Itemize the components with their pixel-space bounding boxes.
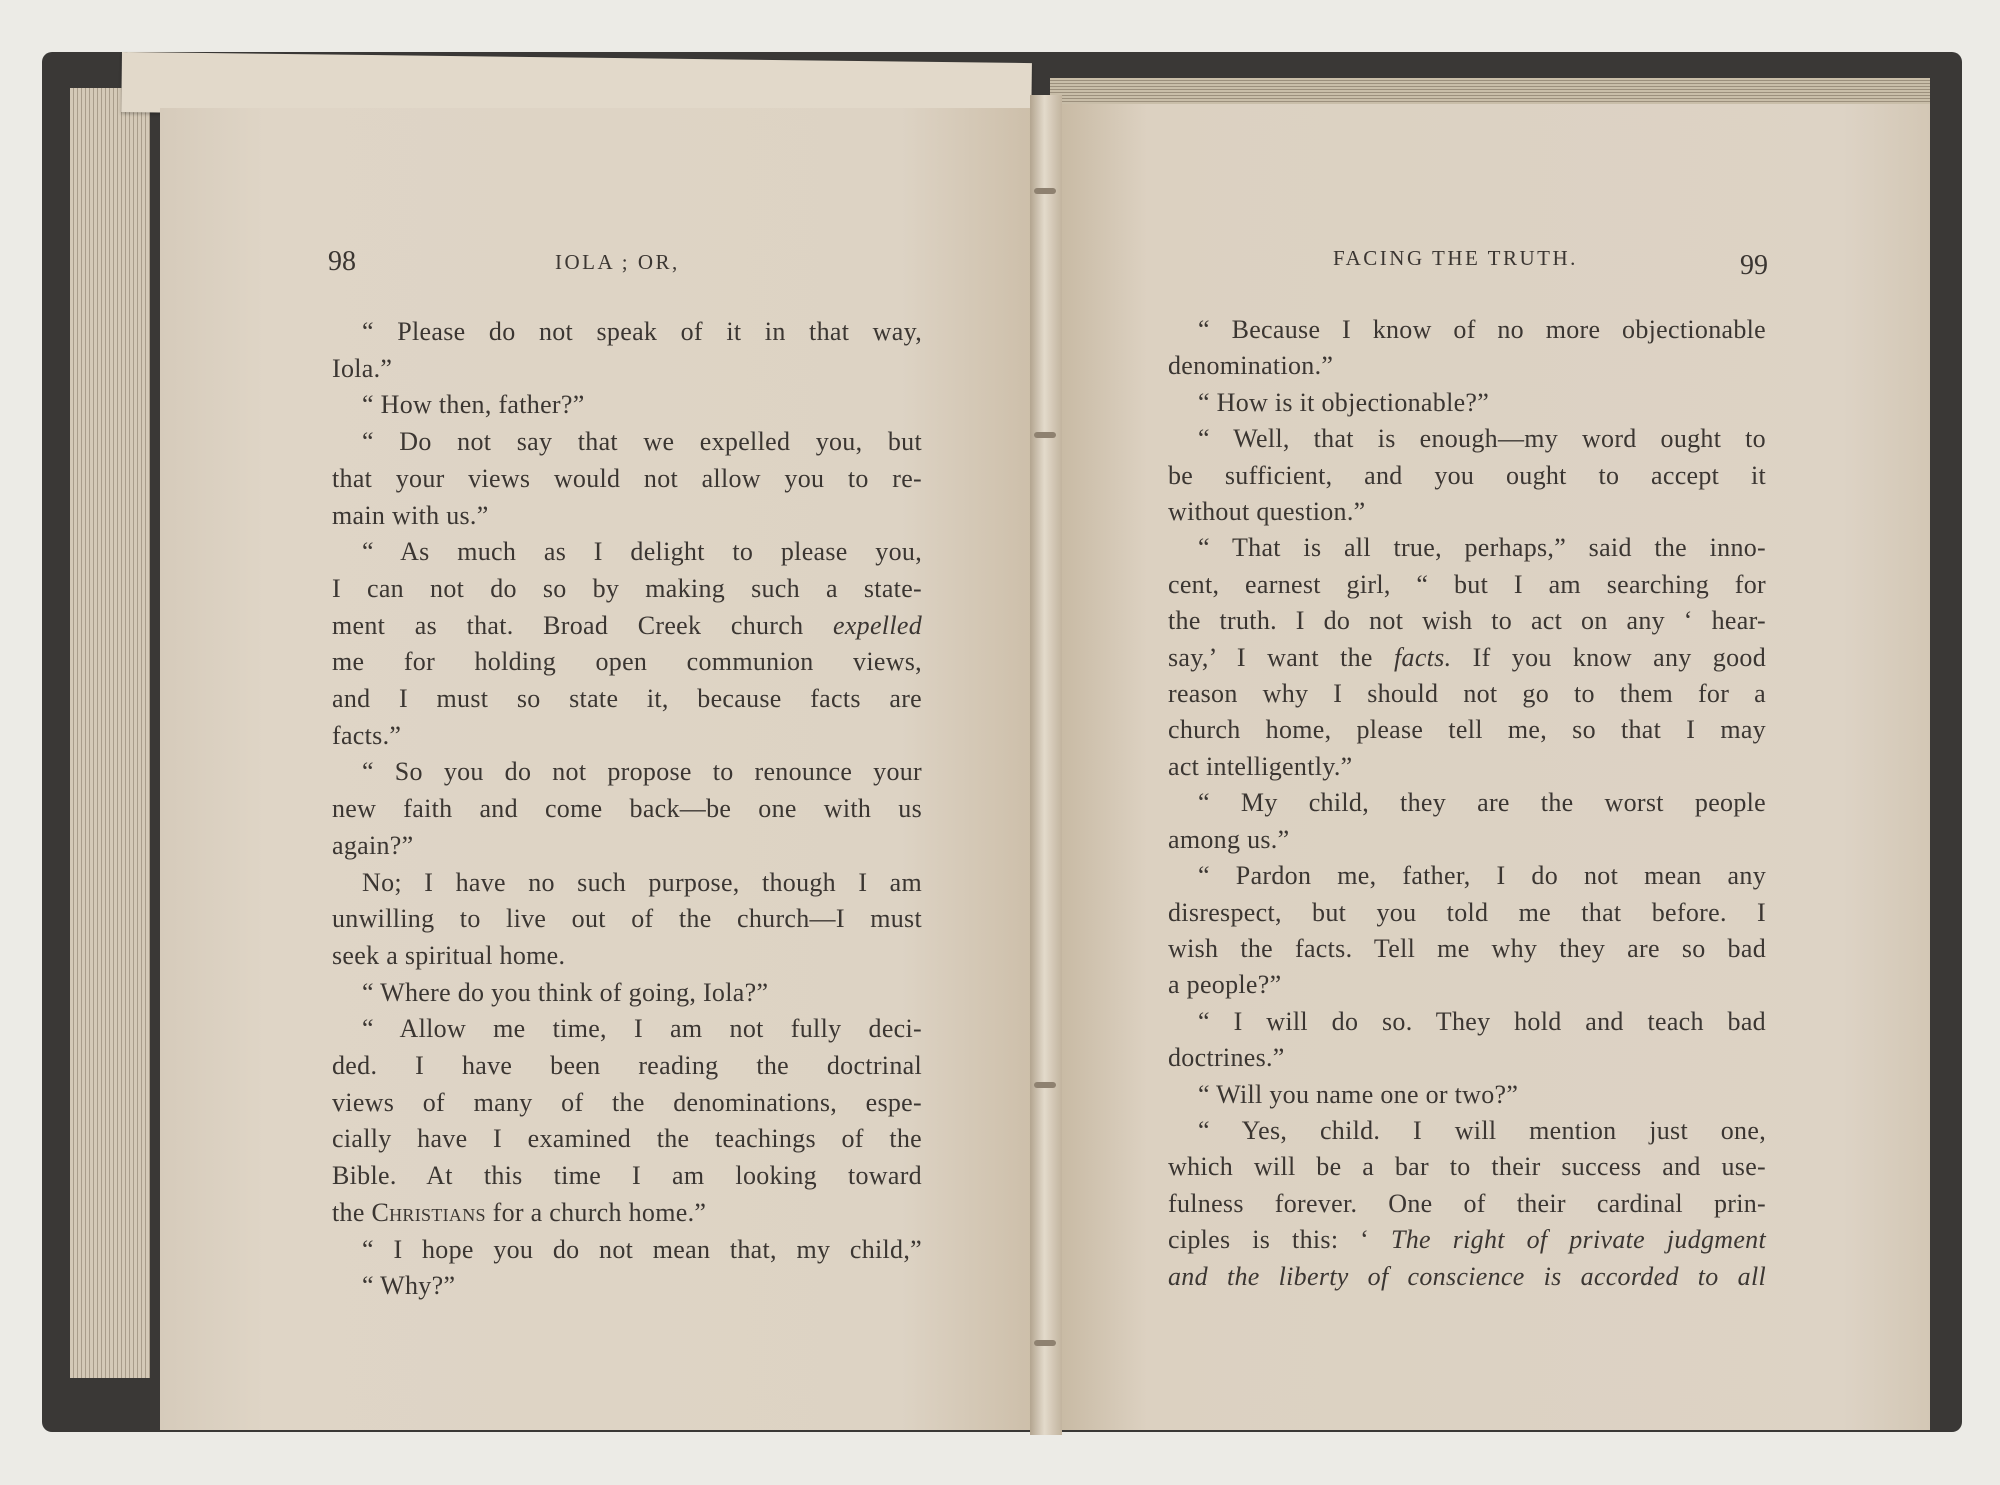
binding-stitch	[1034, 432, 1056, 438]
italic-text: and the liberty of conscience is accorded to all	[1168, 1261, 1766, 1291]
text-line	[1168, 712, 1766, 748]
text-line	[332, 1232, 922, 1269]
left-running-head: IOLA ; OR,	[555, 250, 680, 274]
left-page-number: 98	[328, 246, 356, 277]
text-line-content: act intelligently.”	[1168, 751, 1353, 781]
text-line	[332, 718, 922, 755]
text-line-content: fulness forever. One of their cardinal prin-	[1168, 1188, 1766, 1218]
text-line-content: “ Well, that is enough—my word ought to	[1198, 424, 1766, 454]
text-line-content: be sufficient, and you ought to accept it	[1168, 460, 1766, 490]
left-page-edges	[70, 88, 150, 1378]
text-line-content: that your views would not allow you to re-	[332, 463, 922, 493]
text-line	[1168, 640, 1766, 676]
book-gutter	[1030, 95, 1062, 1435]
binding-stitch	[1034, 188, 1056, 194]
text-line-content: seek a spiritual home.	[332, 940, 566, 970]
text-line-content: cent, earnest girl, “ but I am searching for	[1168, 569, 1766, 599]
text-line-content: wish the facts. Tell me why they are so bad	[1168, 933, 1766, 963]
right-running-head: FACING THE TRUTH.	[1333, 246, 1578, 270]
text-line-content: “ As much as I delight to please you,	[362, 537, 922, 567]
text-line	[332, 608, 922, 645]
text-line	[1168, 530, 1766, 566]
text-line-content: “ I will do so. They hold and teach bad	[1198, 1006, 1766, 1036]
right-page-body	[1168, 312, 1766, 1295]
right-page-number: 99	[1740, 250, 1768, 281]
text-line	[1168, 458, 1766, 494]
text-line	[332, 314, 922, 351]
text-line	[1168, 1149, 1766, 1185]
text-line-content: among us.”	[1168, 824, 1290, 854]
text-line	[1168, 1186, 1766, 1222]
text-line-content: “ Where do you think of going, Iola?”	[362, 977, 769, 1007]
text-line-content: “ Allow me time, I am not fully deci-	[362, 1014, 922, 1044]
text-line	[1168, 858, 1766, 894]
text-line	[1168, 895, 1766, 931]
text-line-content: “ Pardon me, father, I do not mean any	[1198, 861, 1766, 891]
italic-text: facts.	[1394, 642, 1452, 672]
text-line	[332, 1268, 922, 1305]
text-line	[1168, 421, 1766, 457]
text-line	[1168, 931, 1766, 967]
text-line-tail: If you know any good	[1451, 642, 1767, 672]
text-line	[1168, 676, 1766, 712]
text-line	[332, 681, 922, 718]
text-line-content: which will be a bar to their success and use-	[1168, 1152, 1766, 1182]
text-line	[1168, 967, 1766, 1003]
text-line	[1168, 1004, 1766, 1040]
text-line-content: the truth. I do not wish to act on any ‘ hear-	[1168, 606, 1766, 636]
text-line	[1168, 1040, 1766, 1076]
text-line	[332, 938, 922, 975]
text-line	[332, 571, 922, 608]
text-line-content: denomination.”	[1168, 351, 1334, 381]
text-line-content: main with us.”	[332, 500, 489, 530]
text-line-content: reason why I should not go to them for a	[1168, 679, 1766, 709]
text-line-content: “ My child, they are the worst people	[1198, 788, 1766, 818]
text-line	[332, 351, 922, 388]
text-line	[332, 754, 922, 791]
text-line	[332, 1085, 922, 1122]
text-line	[1168, 312, 1766, 348]
text-line	[332, 534, 922, 571]
text-line-content: ded. I have been reading the doctrinal	[332, 1051, 922, 1081]
text-line	[332, 975, 922, 1012]
text-line	[1168, 348, 1766, 384]
text-line	[332, 424, 922, 461]
text-line	[1168, 749, 1766, 785]
binding-stitch	[1034, 1082, 1056, 1088]
text-line-content: “ Why?”	[362, 1271, 456, 1301]
text-line-content: without question.”	[1168, 497, 1366, 527]
text-line-content: No; I have no such purpose, though I am	[362, 867, 922, 897]
text-line-content: new faith and come back—be one with us	[332, 794, 922, 824]
text-line	[332, 387, 922, 424]
text-line	[1168, 385, 1766, 421]
text-line	[1168, 822, 1766, 858]
text-line-content: facts.”	[332, 720, 402, 750]
text-line-content: “ That is all true, perhaps,” said the inno-	[1198, 533, 1766, 563]
text-line-content: Bible. At this time I am looking toward	[332, 1161, 922, 1191]
text-line-content: “ I hope you do not mean that, my child,”	[362, 1234, 922, 1264]
text-line-content: views of many of the denominations, espe-	[332, 1087, 922, 1117]
text-line-content: doctrines.”	[1168, 1043, 1285, 1073]
text-line-tail: for a church home.”	[485, 1197, 707, 1227]
text-line-content: I can not do so by making such a state-	[332, 573, 922, 603]
text-line	[332, 791, 922, 828]
text-line-content: “ Do not say that we expelled you, but	[362, 427, 922, 457]
text-line-content: “ Because I know of no more objectionable	[1198, 315, 1766, 344]
text-line	[1168, 567, 1766, 603]
text-line	[332, 865, 922, 902]
text-line-content: “ How is it objectionable?”	[1198, 387, 1490, 417]
text-line	[1168, 603, 1766, 639]
text-line	[1168, 494, 1766, 530]
italic-text: expelled	[832, 610, 922, 640]
text-line	[332, 1121, 922, 1158]
text-line-content: unwilling to live out of the church—I must	[332, 904, 922, 934]
text-line	[332, 901, 922, 938]
text-line	[1168, 1259, 1766, 1295]
text-line-content: “ Will you name one or two?”	[1198, 1079, 1519, 1109]
text-line-content: say,’ I want the	[1168, 642, 1394, 672]
italic-text: The right of private judgment	[1390, 1225, 1766, 1255]
text-line	[1168, 1222, 1766, 1258]
text-line-content: me for holding open communion views,	[332, 647, 922, 677]
text-line-content: church home, please tell me, so that I may	[1168, 715, 1766, 745]
text-line	[1168, 1077, 1766, 1113]
left-page-body	[332, 314, 922, 1305]
text-line-content: the	[332, 1197, 372, 1227]
text-line	[332, 461, 922, 498]
text-line	[332, 1158, 922, 1195]
text-line-content: and I must so state it, because facts are	[332, 684, 922, 714]
text-line-content: “ Yes, child. I will mention just one,	[1198, 1115, 1766, 1145]
text-line	[332, 1011, 922, 1048]
text-line	[332, 1195, 922, 1232]
text-line-content: ciples is this: ‘	[1168, 1225, 1391, 1255]
binding-stitch	[1034, 1340, 1056, 1346]
text-line	[332, 498, 922, 535]
text-line-content: ment as that. Broad Creek church	[332, 610, 833, 640]
text-line-content: Iola.”	[332, 353, 393, 383]
text-line	[1168, 785, 1766, 821]
text-line-content: cially have I examined the teachings of the	[332, 1124, 922, 1154]
small-caps-text: Christians	[371, 1197, 486, 1227]
text-line	[332, 1048, 922, 1085]
text-line-content: again?”	[332, 830, 414, 860]
text-line-content: “ So you do not propose to renounce your	[362, 757, 922, 787]
text-line	[1168, 1113, 1766, 1149]
text-line-content: disrespect, but you told me that before. I	[1168, 897, 1766, 927]
text-line	[332, 644, 922, 681]
text-line-content: “ Please do not speak of it in that way,	[362, 317, 922, 346]
text-line	[332, 828, 922, 865]
text-line-content: a people?”	[1168, 970, 1282, 1000]
text-line-content: “ How then, father?”	[362, 390, 585, 420]
